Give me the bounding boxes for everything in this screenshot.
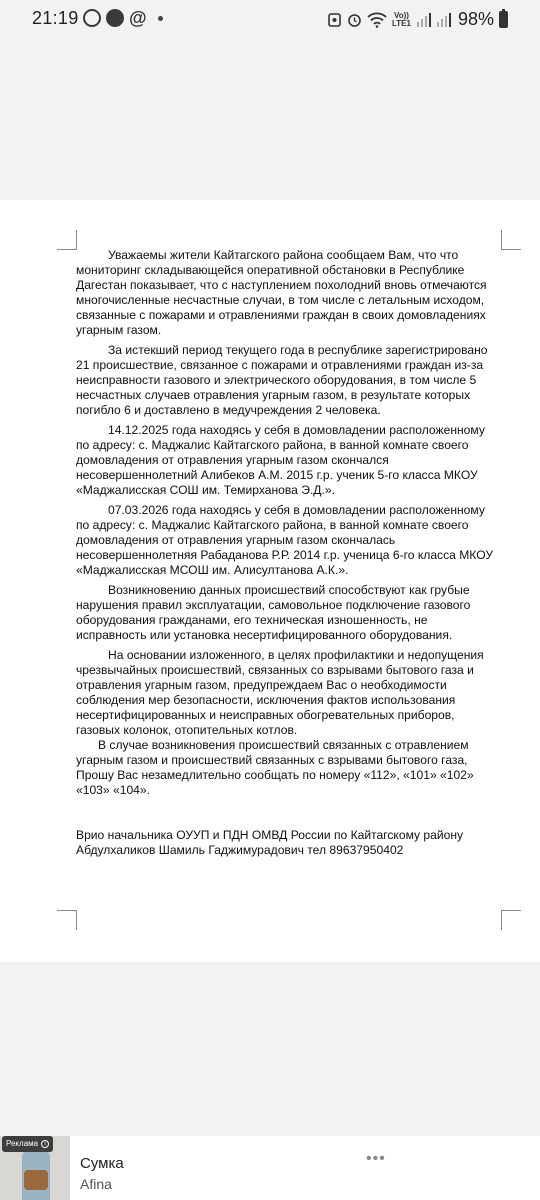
paragraph-statistics: За истекший период текущего года в республике зарегистрировано 21 происшествие, связанное с пожарами и отравлениями граждан из-за неисправности газового и электрического оборудования, в том числе 5 несчастных случаев отравления угарным газом, в результате которых погибло 6 и доставлено в медучреждения 2 человека.	[76, 343, 488, 417]
document-page[interactable]	[0, 200, 540, 962]
wifi-icon	[367, 11, 387, 28]
whatsapp-icon	[83, 9, 101, 27]
ad-subtitle: Afina	[80, 1176, 112, 1192]
page-corner-mark-top-right	[501, 230, 521, 250]
ad-banner[interactable]	[0, 1136, 540, 1200]
signal-icon-1	[416, 11, 431, 28]
info-icon: i	[41, 1140, 49, 1148]
status-time: 21:19	[32, 8, 79, 28]
signature: Врио начальника ОУУП и ПДН ОМВД России по Кайтагскому району Абдулхаликов Шамиль Гаджимурадович тел 89637950402	[76, 828, 464, 857]
paragraph-incident-1: 14.12.2025 года находясь у себя в домовладении расположенному по адресу: с. Маджалис Кайтагского района, в ванной комнате своего домовладения от отравления угарным газом скончался несовершеннолетний Алибеков А.М. 2015 г.р. ученик 5-го класса МКОУ «Маджалисская СОШ им. Темирханова Э.Д.».	[76, 423, 485, 497]
status-bar	[0, 0, 540, 40]
ad-image-bag	[24, 1170, 48, 1190]
paragraph-contacts: В случае возникновения происшествий связанных с отравлением угарным газом и происшествий связанных с взрывами бытового газа, Прошу Вас незамедлительно сообщать по номеру «112», «101» «102» «103» «104».	[76, 738, 474, 797]
battery-percentage: 98%	[457, 9, 494, 29]
page-corner-mark-top-left	[57, 230, 77, 250]
more-options-icon[interactable]: •••	[366, 1150, 386, 1167]
alarm-icon	[347, 11, 362, 28]
paragraph-incident-2: 07.03.2026 года находясь у себя в домовладении расположенному по адресу: с. Маджалис Кайтагского района, в ванной комнате своего домовладения от отравления угарным газом скончалась несовершеннолетняя Рабаданова Р.Р. 2014 г.р. ученица 6-го класса МКОУ «Маджалисская МСОШ им. Алисултанова А.К.».	[76, 503, 494, 577]
battery-icon	[499, 11, 508, 28]
ad-badge-label: Реклама	[6, 1139, 39, 1148]
document-body	[76, 248, 494, 863]
more-notifications-dot-icon	[158, 16, 163, 21]
volte-indicator: Vo)) LTE1	[392, 10, 411, 28]
paragraph-intro: Уважаемы жители Кайтагского района сообщаем Вам, что что мониторинг складывающейся оперативной обстановки в Республике Дагестан показывает, что с наступлением похолодний вновь отмечаются многочисленные несчастные случаи, в том числе с летальным исходом, связанные с пожарами и отравлениями граждан в своих домовладениях угарным газом.	[76, 248, 487, 337]
system-icons	[327, 9, 508, 30]
page-corner-mark-bottom-right	[501, 910, 521, 930]
paragraph-causes: Возникновению данных происшествий способствуют как грубые нарушения правил эксплуатации, самовольное подключение газового оборудования гражданами, его техническая изношенность, не исправность или установка несертифицированного оборудования.	[76, 583, 471, 642]
paragraph-warning: На основании изложенного, в целях профилактики и недопущения чрезвычайных происшествий, связанных со взрывами бытового газа и отравления угарным газом, предупреждаем Вас о необходимости соблюдения мер безопасности, исключения фактов использования несертифицированных и неисправных обогревательных приборов, газовых колонок, отопительных котлов.	[76, 648, 484, 737]
recycle-icon	[327, 11, 342, 28]
ad-badge[interactable]	[2, 1136, 53, 1152]
page-corner-mark-bottom-left	[57, 910, 77, 930]
chat-bubble-icon	[106, 9, 124, 27]
signal-icon-2	[436, 11, 451, 28]
notification-icons	[83, 9, 163, 27]
at-sign-icon: @	[129, 8, 147, 28]
ad-title[interactable]: Сумка	[80, 1155, 124, 1172]
